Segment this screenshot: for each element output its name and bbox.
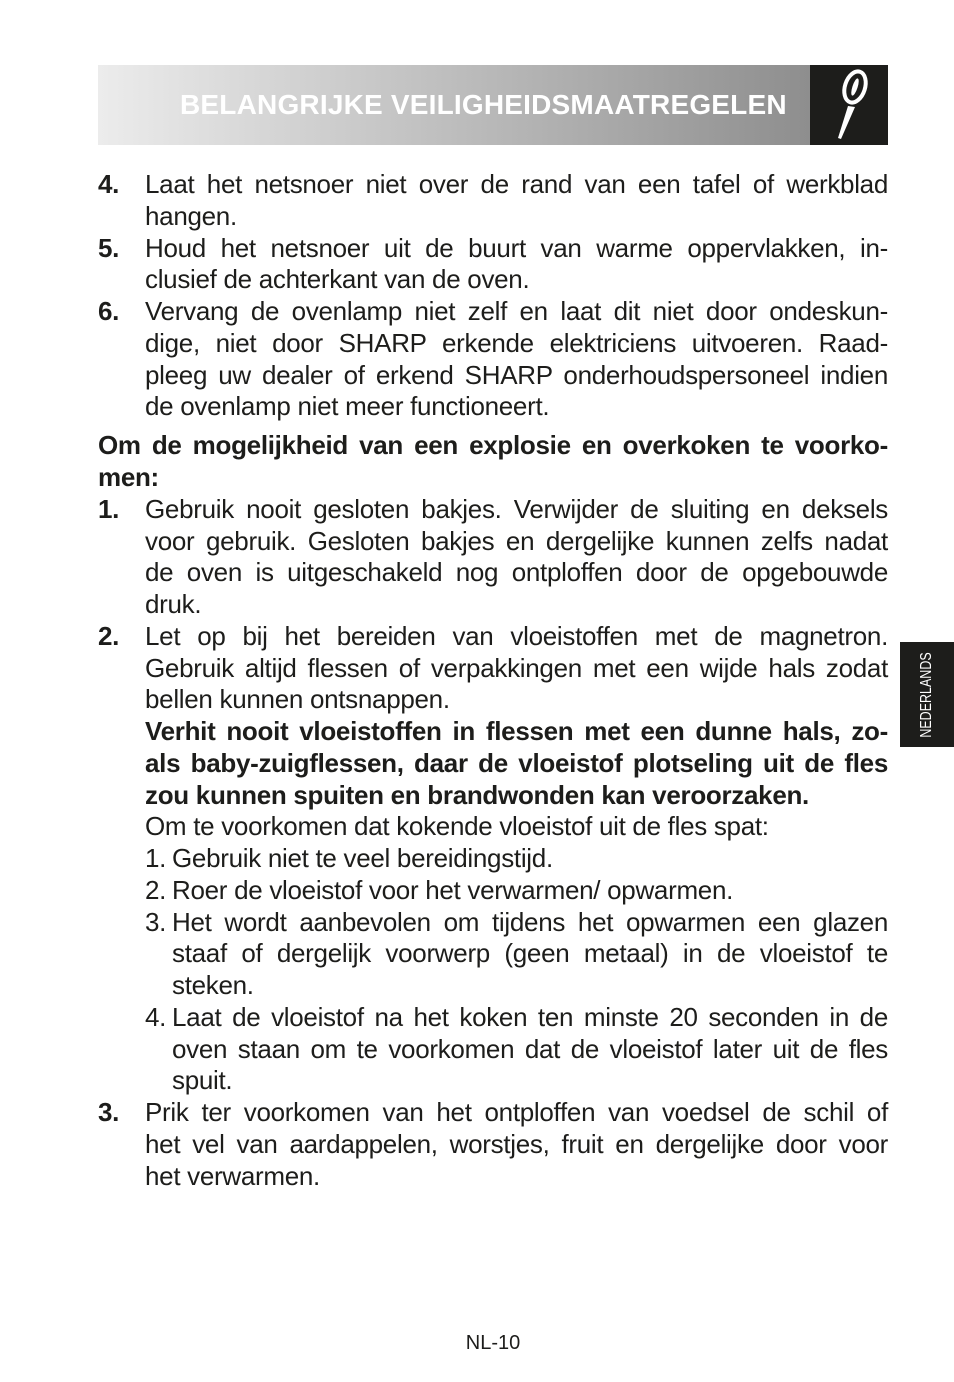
item-number: 2. — [98, 620, 120, 651]
warning-text-line: als baby-zuigflessen, daar de vloeistof plotseling uit de fles — [145, 747, 888, 778]
text-line: Prik ter voorkomen van het ontploffen van voedsel de schil of — [145, 1097, 888, 1127]
warning-text-line: Verhit nooit vloeistoffen in flessen met een dunne hals, zo- — [145, 716, 888, 746]
list-item — [98, 233, 888, 297]
warning-text-line: zou kunnen spuiten en brandwonden kan veroorzaken. — [145, 779, 809, 810]
sub-item-text — [172, 907, 888, 1002]
item-number: 6. — [98, 296, 120, 326]
text-line: Gebruik nooit gesloten bakjes. Verwijder de sluiting en deksels — [145, 493, 888, 524]
text-line: het verwarmen. — [145, 1160, 320, 1191]
text-line: staaf of dergelijk voorwerp (geen metaal) in de vloeistof te — [172, 938, 888, 969]
steps-intro: Om te voorkomen dat kokende vloeistof uit de fles spat: — [145, 811, 769, 842]
text-line: druk. — [145, 589, 202, 619]
text-line: Let op bij het bereiden van vloeistoffen met de magnetron. — [145, 620, 888, 651]
list-item — [98, 296, 888, 423]
warning-text — [145, 716, 888, 811]
language-tab-label: NEDERLANDS — [918, 651, 935, 738]
heading-line: men: — [98, 462, 159, 492]
text-line: pleeg uw dealer of erkend SHARP onderhoudspersoneel indien — [145, 359, 888, 390]
text-line: Vervang de ovenlamp niet zelf en laat dit niet door ondeskun- — [145, 296, 888, 326]
section-title: BELANGRIJKE VEILIGHEIDSMAATREGELEN — [180, 89, 787, 120]
text-line: oven staan om te voorkomen dat de vloeistof later uit de fles — [172, 1033, 888, 1064]
text-line: Gebruik altijd flessen of verpakkingen met een wijde hals zodat — [145, 652, 888, 683]
item-text — [145, 621, 888, 1097]
section-heading — [98, 430, 888, 494]
sub-item-text — [172, 875, 888, 907]
sub-item-text — [172, 843, 888, 875]
text-line: Laat het netsnoer niet over de rand van een tafel of werkblad — [145, 169, 888, 199]
sub-list-item — [145, 1002, 888, 1097]
list-item — [98, 1097, 888, 1192]
warning-icon-box — [810, 65, 888, 145]
list-item — [98, 494, 888, 621]
section-header-bar — [98, 65, 810, 145]
item-number: 4. — [98, 169, 120, 199]
text-line: voor gebruik. Gesloten bakjes en dergelijke kunnen zelfs nadat — [145, 525, 888, 556]
text-line: Het wordt aanbevolen om tijdens het opwarmen een glazen — [172, 906, 888, 937]
text-line: clusief de achterkant van de oven. — [145, 264, 530, 295]
text-line: Laat de vloeistof na het koken ten minste 20 seconden in de — [172, 1001, 888, 1032]
text-line: de oven is uitgeschakeld nog ontploffen door de opgebouwde — [145, 557, 888, 588]
text-line: bellen kunnen ontsnappen. — [145, 684, 450, 715]
item-number: 1. — [98, 493, 120, 524]
sub-list-item — [145, 875, 888, 907]
item-text — [145, 296, 888, 423]
text-line: Houd het netsnoer uit de buurt van warme oppervlakken, in- — [145, 232, 888, 263]
item-number: 3. — [98, 1097, 120, 1127]
item-number: 5. — [98, 232, 120, 263]
warning-icon — [810, 66, 888, 144]
sub-item-number: 4. — [145, 1001, 167, 1032]
sub-list-item — [145, 907, 888, 1002]
text-line: dige, niet door SHARP erkende elektriciens uitvoeren. Raad- — [145, 327, 888, 358]
language-tab — [900, 642, 954, 747]
item-text — [145, 494, 888, 621]
item-text — [145, 169, 888, 233]
text-line: de ovenlamp niet meer functioneert. — [145, 391, 550, 422]
list-item — [98, 621, 888, 1097]
text-line: spuit. — [172, 1065, 233, 1096]
item-text — [145, 233, 888, 297]
list-item — [98, 169, 888, 233]
text-line: Gebruik niet te veel bereidingstijd. — [172, 843, 553, 873]
sub-item-number: 2. — [145, 874, 167, 905]
item-text — [145, 1097, 888, 1192]
heading-line: Om de mogelijkheid van een explosie en overkoken te voorko- — [98, 430, 888, 461]
text-line: steken. — [172, 970, 254, 1000]
text-line: hangen. — [145, 200, 237, 231]
page-number: NL-10 — [465, 1332, 521, 1354]
sub-item-number: 3. — [145, 906, 167, 937]
text-line: Roer de vloeistof voor het verwarmen/ opwarmen. — [172, 874, 734, 905]
sub-item-number: 1. — [145, 843, 167, 873]
text-line: het vel van aardappelen, worstjes, fruit en dergelijke door voor — [145, 1128, 888, 1159]
sub-item-text — [172, 1002, 888, 1097]
sub-list-item — [145, 843, 888, 875]
content — [98, 169, 888, 1192]
